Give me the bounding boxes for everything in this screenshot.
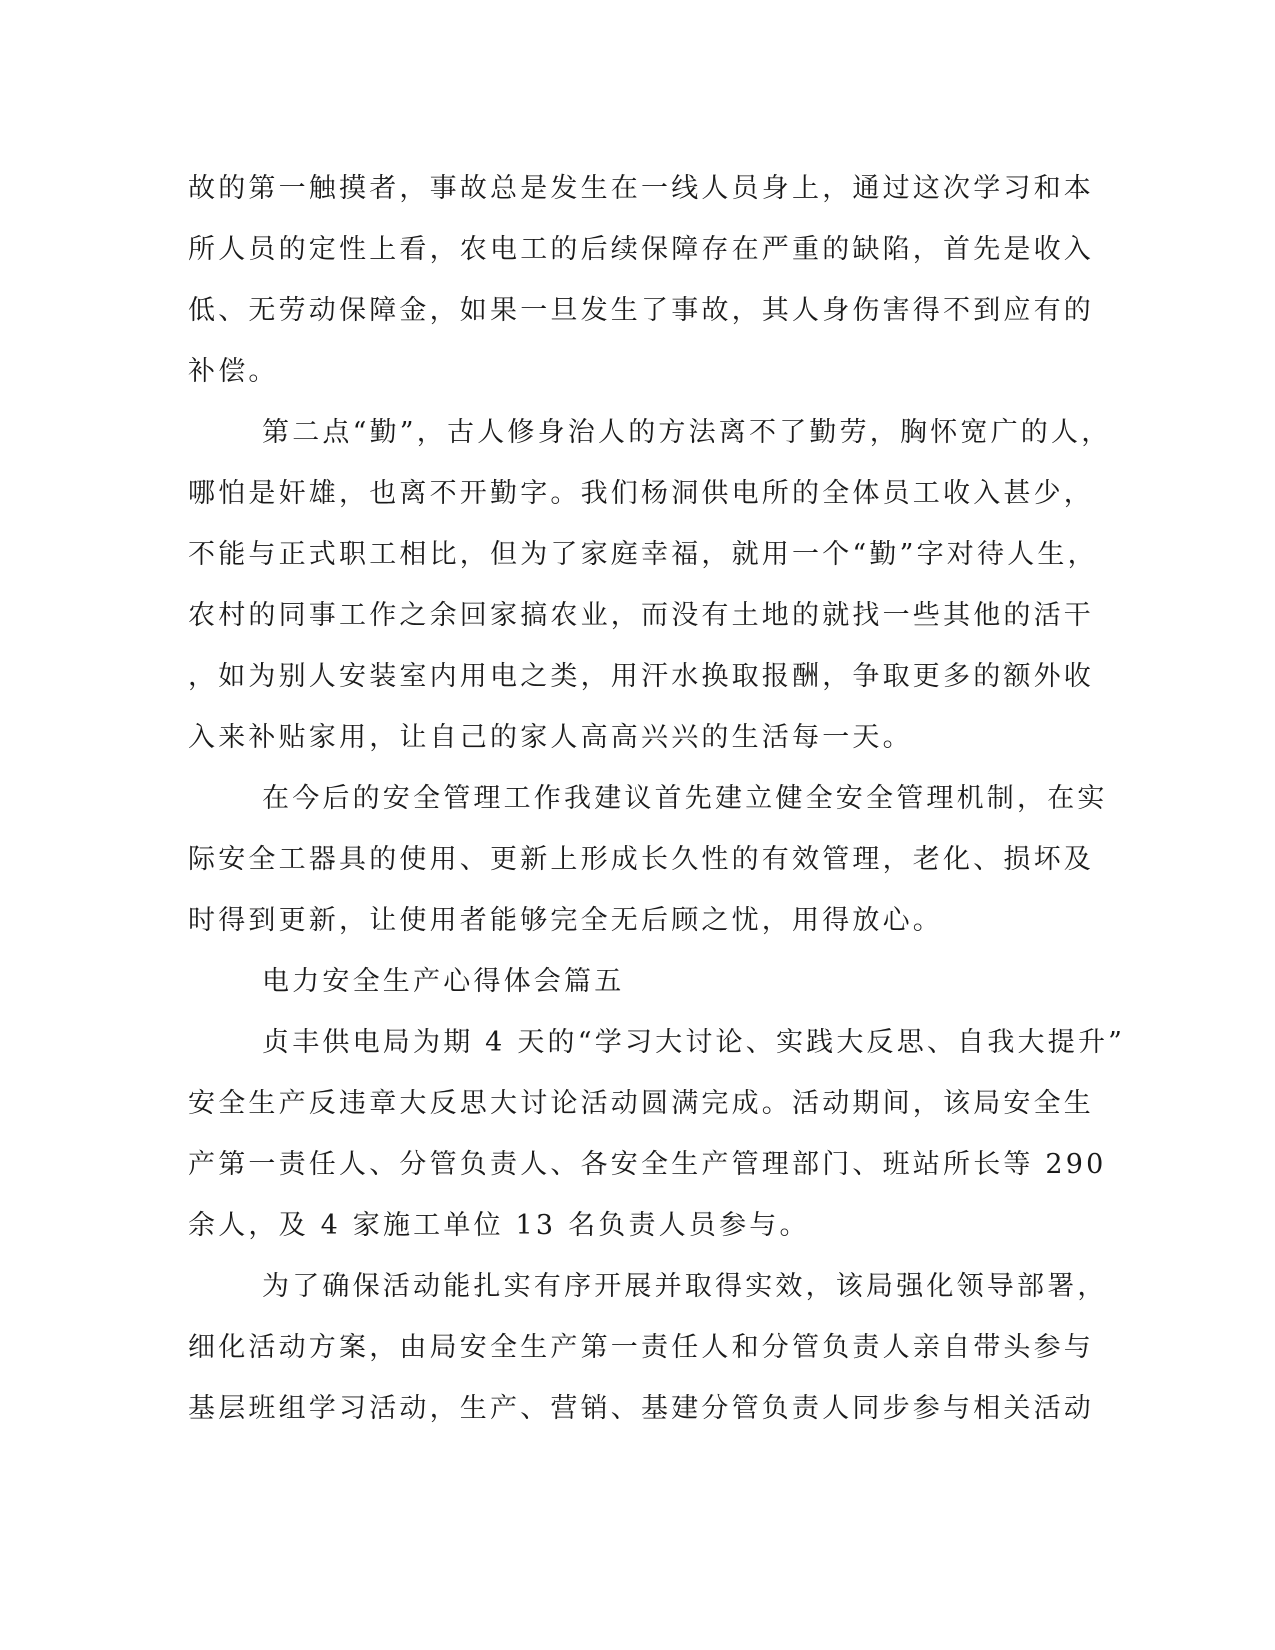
- paragraph-first-line: 第二点“勤”，古人修身治人的方法离不了勤劳，胸怀宽广的人，: [262, 417, 1112, 448]
- text-line: 故的第一触摸者，事故总是发生在一线人员身上，通过这次学习和本: [188, 173, 1094, 204]
- text-line: 产第一责任人、分管负责人、各安全生产管理部门、班站所长等 290: [188, 1149, 1107, 1180]
- section-heading: 电力安全生产心得体会篇五: [262, 966, 625, 997]
- paragraph-first-line: 在今后的安全管理工作我建议首先建立健全安全管理机制，在实: [262, 783, 1108, 814]
- text-line: 时得到更新，让使用者能够完全无后顾之忧，用得放心。: [188, 905, 943, 936]
- text-line: 农村的同事工作之余回家搞农业，而没有土地的就找一些其他的活干: [188, 600, 1094, 631]
- text-line: 所人员的定性上看，农电工的后续保障存在严重的缺陷，首先是收入: [188, 234, 1094, 265]
- text-line: 低、无劳动保障金，如果一旦发生了事故，其人身伤害得不到应有的: [188, 295, 1094, 326]
- body-text: [188, 158, 1126, 1439]
- text-line: ，如为别人安装室内用电之类，用汗水换取报酬，争取更多的额外收: [188, 661, 1094, 692]
- text-line: 余人，及 4 家施工单位 13 名负责人员参与。: [188, 1210, 810, 1241]
- text-line: 补偿。: [188, 356, 279, 387]
- text-line: 哪怕是奸雄，也离不开勤字。我们杨洞供电所的全体员工收入甚少，: [188, 478, 1094, 509]
- text-line: 入来补贴家用，让自己的家人高高兴兴的生活每一天。: [188, 722, 913, 753]
- paragraph-first-line: 贞丰供电局为期 4 天的“学习大讨论、实践大反思、自我大提升”: [262, 1027, 1126, 1058]
- text-line: 细化活动方案，由局安全生产第一责任人和分管负责人亲自带头参与: [188, 1332, 1094, 1363]
- text-line: 安全生产反违章大反思大讨论活动圆满完成。活动期间，该局安全生: [188, 1088, 1094, 1119]
- paragraph-first-line: 为了确保活动能扎实有序开展并取得实效，该局强化领导部署，: [262, 1271, 1108, 1302]
- text-line: 际安全工器具的使用、更新上形成长久性的有效管理，老化、损坏及: [188, 844, 1094, 875]
- text-line: 基层班组学习活动，生产、营销、基建分管负责人同步参与相关活动: [188, 1393, 1094, 1424]
- text-line: 不能与正式职工相比，但为了家庭幸福，就用一个“勤”字对待人生，: [188, 539, 1098, 570]
